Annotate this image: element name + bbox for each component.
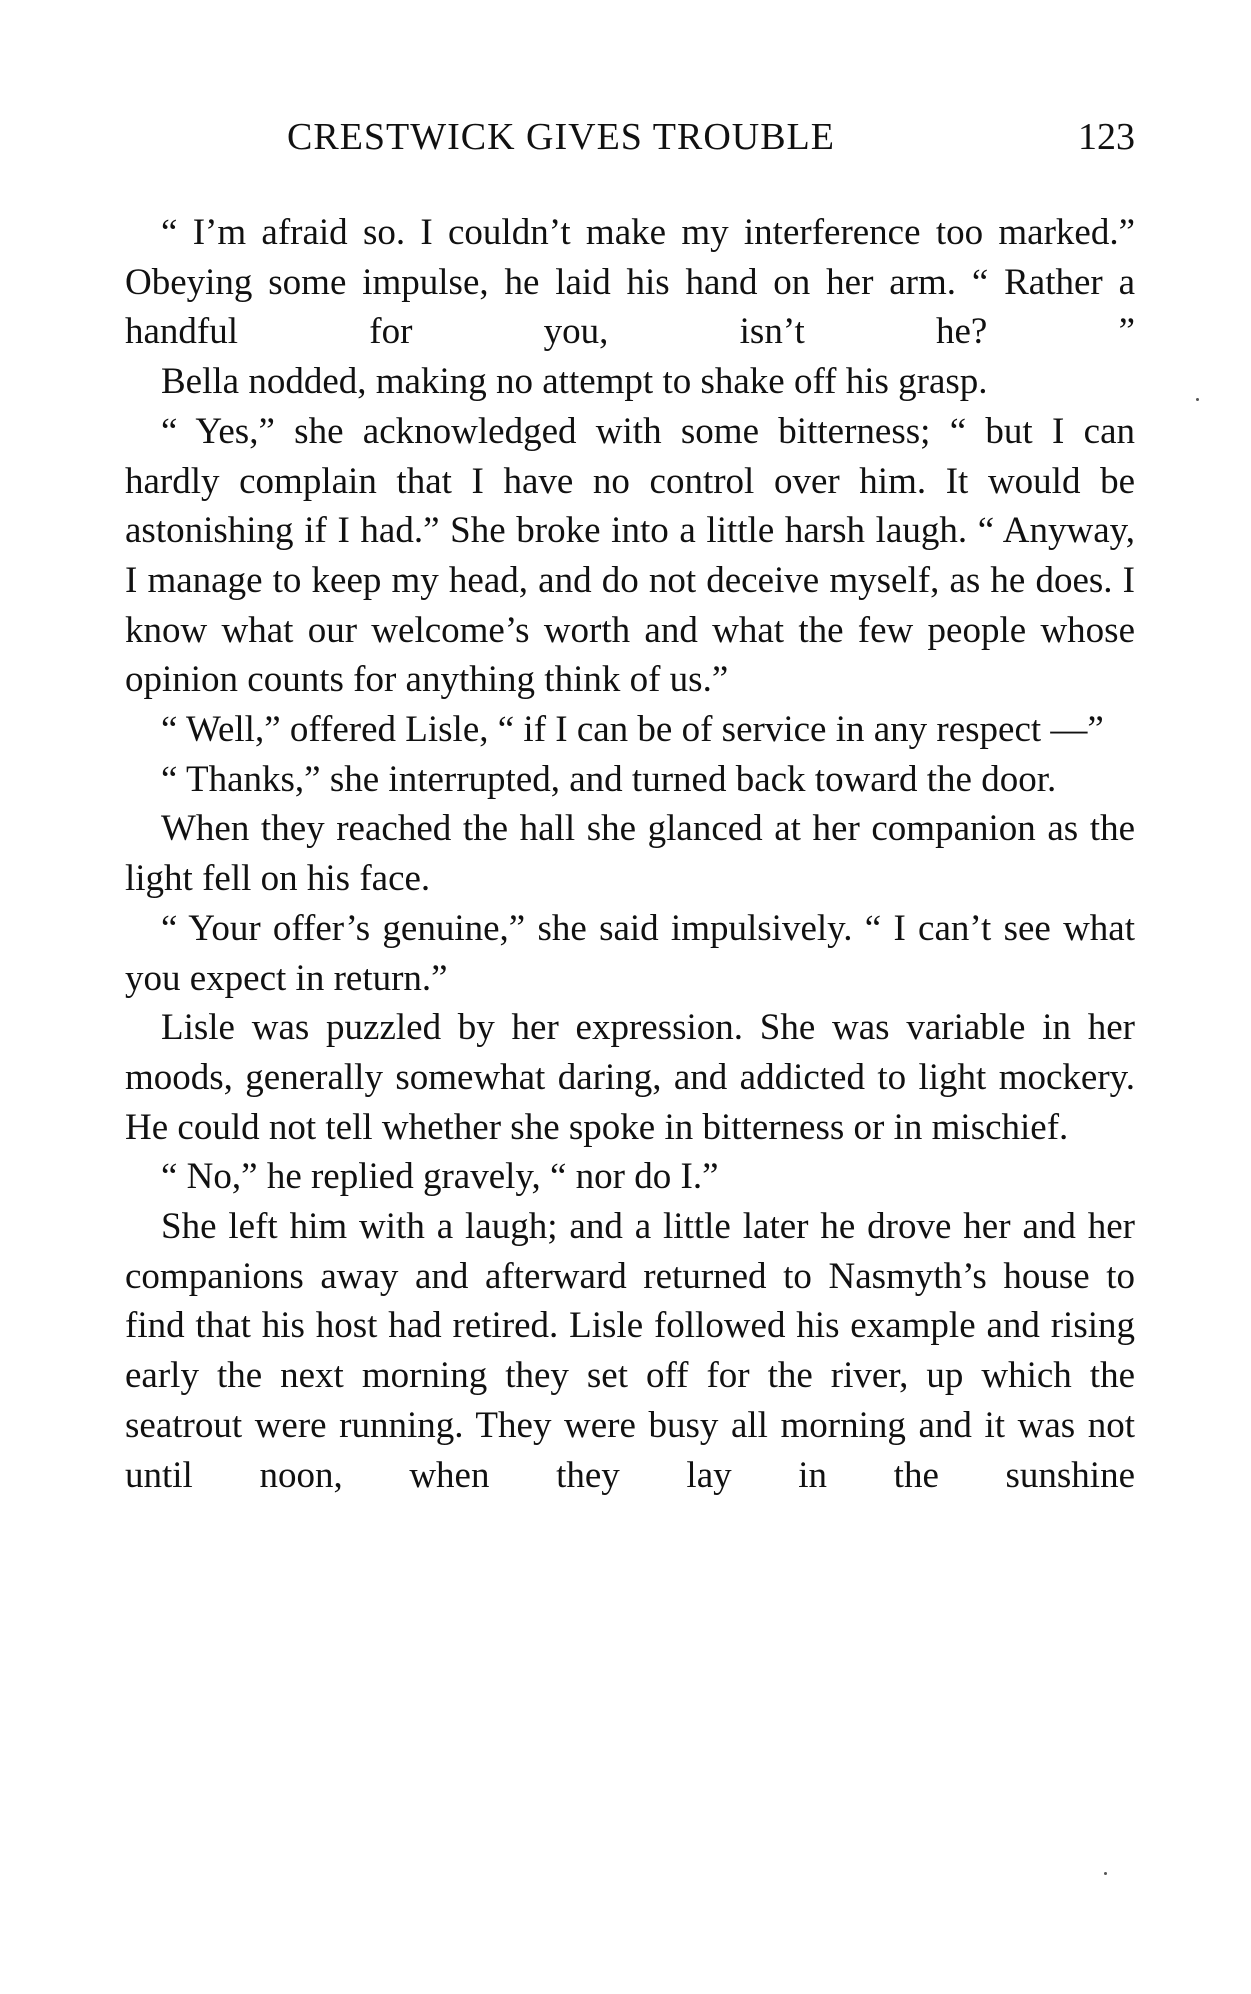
paragraph: “ Thanks,” she interrupted, and turned back toward the door. xyxy=(161,758,1057,800)
paragraph: “ I’m afraid so. I couldn’t make my interference too marked.” Obeying some impulse, he laid his hand on her arm. “ Rather a handful for you, isn’t he? ” xyxy=(125,212,1135,353)
paragraph: “ Your offer’s genuine,” she said impulsively. “ I can’t see what you expect in return.” xyxy=(125,907,1135,999)
page-header xyxy=(125,112,1135,162)
paper-speck xyxy=(1196,398,1199,401)
paragraph: Lisle was puzzled by her expression. She was variable in her moods, generally somewhat daring, and addicted to light mockery. He could not tell whether she spoke in bitterness or in mischief. xyxy=(125,1007,1135,1148)
paragraph: When they reached the hall she glanced at her companion as the light fell on his face. xyxy=(125,808,1135,900)
paragraph: “ No,” he replied gravely, “ nor do I.” xyxy=(161,1156,719,1198)
paper-speck xyxy=(1104,1872,1107,1875)
paragraph: “ Well,” offered Lisle, “ if I can be of service in any respect —” xyxy=(161,709,1104,751)
body-text xyxy=(125,208,1135,1500)
page-number: 123 xyxy=(1078,116,1135,158)
paragraph: “ Yes,” she acknowledged with some bitterness; “ but I can hardly complain that I have no control over him. It would be astonishing if I had.” She broke into a little harsh laugh. “ Anyway, I manage to keep my head, and do not deceive myself, as he does. I know what our welcome’s worth and what the few people whose opinion counts for anything think of us.” xyxy=(125,410,1135,701)
paragraph: She left him with a laugh; and a little later he drove her and her companions away and afterward returned to Nasmyth’s house to find that his host had retired. Lisle followed his example and rising early the next morning they set off for the river, up which the seatrout were running. They were busy all morning and it was not until noon, when they lay in the sunshine xyxy=(125,1206,1135,1496)
paragraph: Bella nodded, making no attempt to shake off his grasp. xyxy=(161,361,988,403)
running-head: CRESTWICK GIVES TROUBLE xyxy=(287,116,835,158)
